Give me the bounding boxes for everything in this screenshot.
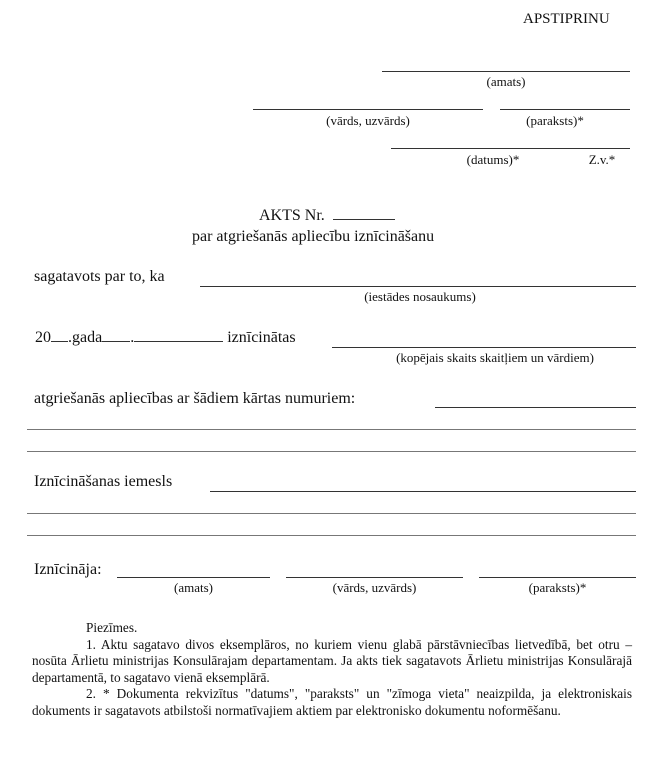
act-number-field[interactable] [333,206,395,220]
notes-section [32,620,632,719]
prepared-label: sagatavots par to, ka [34,268,165,285]
serial-numbers-label: atgriešanās apliecības ar šādiem kārtas numuriem: [34,390,356,407]
notes-heading: Piezīmes. [86,620,138,635]
day-field[interactable] [102,328,130,342]
approver-signature-caption: (paraksts)* [526,113,584,128]
serial-numbers-field-1[interactable] [435,407,636,408]
serial-numbers-field-3[interactable] [27,451,636,452]
destroyer-position-caption: (amats) [174,580,213,595]
reason-label: Iznīcināšanas iemesls [34,473,173,490]
approver-position-field[interactable] [382,71,630,72]
destroyer-signature-field[interactable] [479,577,636,578]
year-prefix: 20 [35,329,51,346]
approver-name-caption: (vārds, uzvārds) [326,113,410,128]
approval-date-caption: (datums)* [466,152,520,167]
approver-name-field[interactable] [253,109,483,110]
institution-name-field[interactable] [200,286,636,287]
seal-caption: Z.v.* [588,152,616,167]
destruction-date-line: 20 .gada . iznīcinātas [35,329,296,346]
year-suffix: .gada [68,329,103,346]
destroyed-by-label: Iznīcināja: [34,561,102,578]
month-field[interactable] [134,328,223,342]
reason-field-1[interactable] [210,491,636,492]
institution-caption: (iestādes nosaukums) [364,289,476,304]
reason-field-3[interactable] [27,535,636,536]
approver-signature-field[interactable] [500,109,630,110]
total-count-field[interactable] [332,347,636,348]
destroyer-signature-caption: (paraksts)* [528,580,587,595]
year-field[interactable] [51,328,68,342]
destroyer-position-field[interactable] [117,577,270,578]
approve-heading: APSTIPRINU [523,11,610,27]
destroyer-name-field[interactable] [286,577,463,578]
reason-field-2[interactable] [27,513,636,514]
approver-position-caption: (amats) [486,74,526,89]
total-count-caption: (kopējais skaits skaitļiem un vārdiem) [396,350,594,365]
act-title [259,206,395,225]
note-item-2: 2. * Dokumenta rekvizītus "datums", "paraksts" un "zīmoga vieta" neaizpilda, ja elektroniskais dokuments ir sagatavots atbilstoši normatīvajiem aktiem par elektronisko dokumentu noformēšanu. [32,686,632,718]
destroyed-label: iznīcinātas [227,329,296,346]
act-subtitle: par atgriešanās apliecību iznīcināšanu [192,228,435,245]
destroyer-name-caption: (vārds, uzvārds) [332,580,417,595]
note-item-1: 1. Aktu sagatavo divos eksemplāros, no kuriem vienu glabā pārstāvniecības lietvedībā, bet otru – nosūta Ārlietu ministrijas Konsulārajam departamentam. Ja akts tiek sagatavots Ārlietu ministrijas Konsulārajā departamentā, to sagatavo vienā eksemplārā. [32,636,632,685]
act-number-label: AKTS Nr. [259,207,325,224]
approval-date-field[interactable] [391,148,630,149]
serial-numbers-field-2[interactable] [27,429,636,430]
